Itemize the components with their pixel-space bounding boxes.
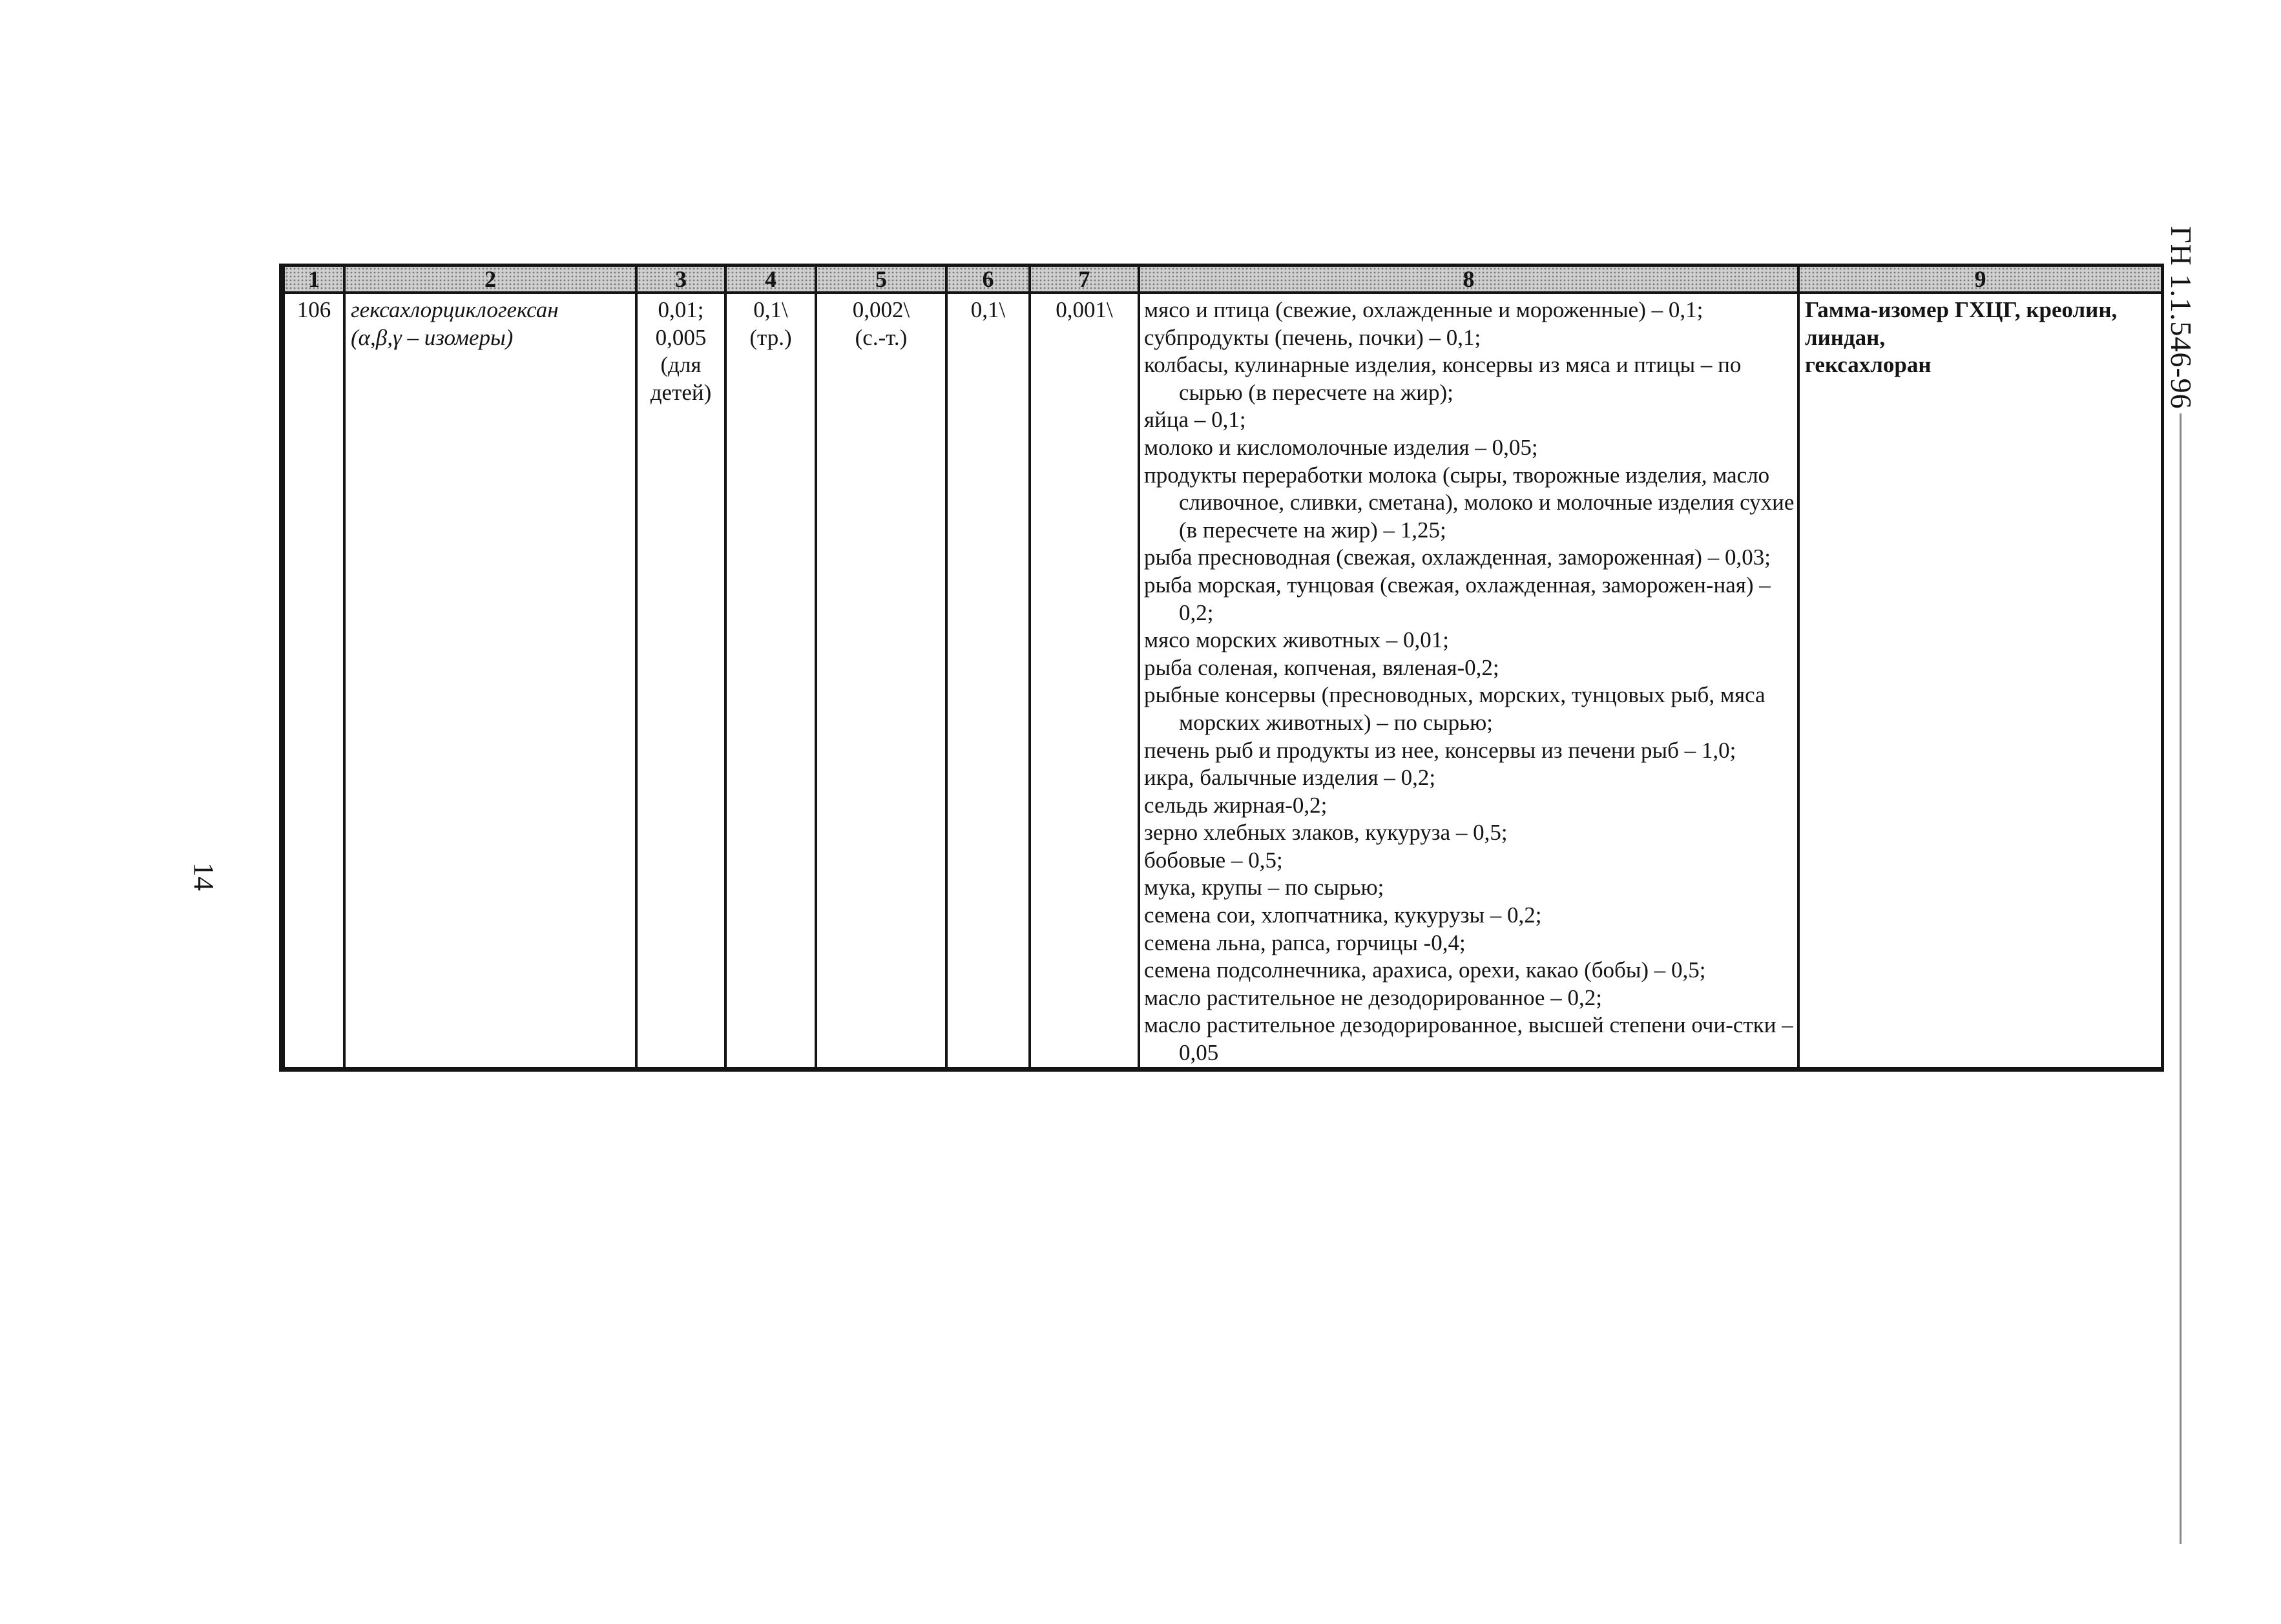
synonyms <box>1798 293 2162 1067</box>
cell-col5 <box>816 293 946 1067</box>
row-number: 106 <box>284 293 344 1067</box>
document-code <box>2159 226 2204 497</box>
hygiene-standards-table <box>279 264 2164 1072</box>
usage-item: рыба соленая, копченая, вяленая-0,2; <box>1144 654 1499 680</box>
usage-item: субпродукты (печень, почки) – 0,1; <box>1144 324 1481 350</box>
table-row <box>284 293 2162 1067</box>
column-number-5: 5 <box>816 267 946 293</box>
substance-isomers-line: (α,β,γ – изомеры) <box>351 324 514 350</box>
column-number-6: 6 <box>946 267 1030 293</box>
cell-col5-line: (с.-т.) <box>855 324 908 350</box>
document-code-text: ГН 1.1.546-96 <box>2165 226 2198 410</box>
substance-name-line: гексахлорциклогексан <box>351 297 559 322</box>
column-number-2: 2 <box>344 267 636 293</box>
usage-item: молоко и кисломолочные изделия – 0,05; <box>1144 434 1538 460</box>
usage-item: семена сои, хлопчатника, кукурузы – 0,2; <box>1144 902 1542 928</box>
page-edge-line <box>2180 413 2182 1544</box>
cell-col3-line: (для <box>660 352 702 378</box>
usage-item: колбасы, кулинарные изделия, консервы из мяса и птицы – по сырью (в пересчете на жир); <box>1144 352 1742 405</box>
cell-col4-line: 0,1\ <box>753 297 788 322</box>
synonym-line: линдан, <box>1805 324 1886 350</box>
usage-item: сельдь жирная-0,2; <box>1144 792 1328 818</box>
usage-item: мука, крупы – по сырью; <box>1144 875 1384 900</box>
substance-name <box>344 293 636 1067</box>
usage-item: бобовые – 0,5; <box>1144 847 1283 873</box>
usage-item: семена подсолнечника, арахиса, орехи, какао (бобы) – 0,5; <box>1144 957 1706 983</box>
cell-col4-line: (тр.) <box>749 324 792 350</box>
usage-item: продукты переработки молока (сыры, творожные изделия, масло сливочное, сливки, сметана), молоко и молочные изделия сухие (в пересчете на жир) – 1,25; <box>1144 462 1795 543</box>
column-number-9: 9 <box>1798 267 2162 293</box>
usage-list <box>1139 293 1798 1067</box>
usage-item: яйца – 0,1; <box>1144 407 1246 433</box>
synonym-line: гексахлоран <box>1805 352 1932 378</box>
usage-item: мясо морских животных – 0,01; <box>1144 627 1449 653</box>
usage-item: семена льна, рапса, горчицы -0,4; <box>1144 930 1466 955</box>
table <box>282 267 2163 1067</box>
usage-item: масло растительное дезодорированное, высшей степени очи-стки – 0,05 <box>1144 1012 1793 1066</box>
usage-item: мясо и птица (свежие, охлажденные и мороженные) – 0,1; <box>1144 297 1703 322</box>
column-number-1: 1 <box>284 267 344 293</box>
cell-col3-line: детей) <box>650 379 712 405</box>
usage-item: икра, балычные изделия – 0,2; <box>1144 765 1436 791</box>
cell-col6: 0,1\ <box>946 293 1030 1067</box>
column-number-8: 8 <box>1139 267 1798 293</box>
cell-col3 <box>636 293 725 1067</box>
usage-item: рыба пресноводная (свежая, охлажденная, замороженная) – 0,03; <box>1144 545 1771 570</box>
cell-col3-line: 0,005 <box>655 324 707 350</box>
page-number <box>187 862 226 914</box>
usage-item: масло растительное не дезодорированное – 0,2; <box>1144 984 1602 1010</box>
cell-col3-line: 0,01; <box>658 297 704 322</box>
usage-item: зерно хлебных злаков, кукуруза – 0,5; <box>1144 820 1508 846</box>
synonym-line: Гамма-изомер ГХЦГ, креолин, <box>1805 297 2118 322</box>
page-number-text: 14 <box>188 862 220 891</box>
usage-item: рыба морская, тунцовая (свежая, охлажденная, заморожен-ная) – 0,2; <box>1144 572 1771 625</box>
cell-col7: 0,001\ <box>1030 293 1139 1067</box>
column-number-row <box>284 267 2162 293</box>
column-number-3: 3 <box>636 267 725 293</box>
column-number-7: 7 <box>1030 267 1139 293</box>
usage-item: рыбные консервы (пресноводных, морских, тунцовых рыб, мяса морских животных) – по сырью; <box>1144 682 1765 735</box>
cell-col4 <box>725 293 816 1067</box>
usage-item: печень рыб и продукты из нее, консервы из печени рыб – 1,0; <box>1144 737 1736 763</box>
cell-col5-line: 0,002\ <box>852 297 910 322</box>
column-number-4: 4 <box>725 267 816 293</box>
